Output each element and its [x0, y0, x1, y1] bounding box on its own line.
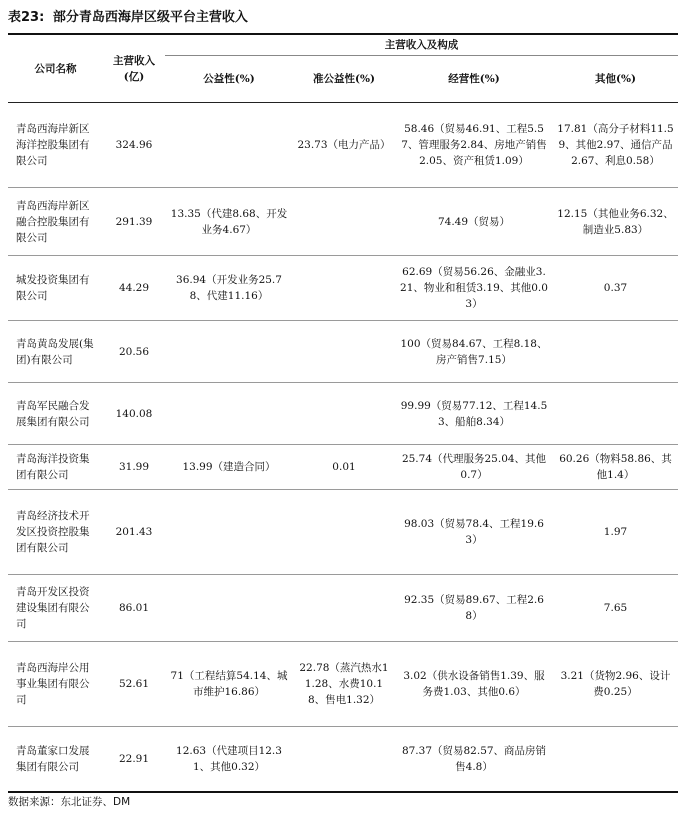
cell-quasi-public: [293, 727, 395, 792]
cell-other: [553, 321, 678, 383]
cell-quasi-public: 23.73（电力产品）: [297, 139, 391, 151]
cell-operating: 3.02（供水设备销售1.39、服务费1.03、其他0.6）: [403, 670, 545, 698]
cell-other: 12.15（其他业务6.32、制造业5.83）: [557, 207, 674, 236]
cell-public-welfare: [165, 103, 293, 188]
table-title: [8, 5, 248, 31]
table-row: [8, 383, 678, 445]
table-row: [8, 103, 678, 188]
cell-public-welfare: [165, 321, 293, 383]
cell-operating: 58.46（贸易46.91、工程5.57、管理服务2.84、房地产销售2.05、资产租赁1.09）: [401, 123, 547, 167]
data-source-note: 数据来源：东北证券、DM: [8, 796, 131, 808]
header-operating: 经营性(%): [395, 56, 553, 103]
table-title-text: 部分青岛西海岸区级平台主营收入: [52, 10, 248, 25]
cell-operating: 25.74（代理服务25.04、其他0.7）: [401, 453, 547, 481]
cell-operating: 74.49（贸易）: [437, 215, 511, 228]
cell-revenue: 22.91: [118, 752, 150, 765]
cell-revenue: 44.29: [118, 282, 150, 294]
table-row: [8, 575, 678, 642]
header-revenue-composition: 主营收入及构成: [165, 34, 678, 56]
table-row: [8, 642, 678, 727]
cell-other: [553, 727, 678, 792]
cell-other: [553, 383, 678, 445]
table-number: 表23:: [8, 10, 45, 25]
cell-quasi-public: [293, 383, 395, 445]
cell-quasi-public: [293, 490, 395, 575]
table-row: [8, 256, 678, 321]
cell-other: 7.65: [603, 602, 628, 614]
cell-other: 0.37: [603, 282, 628, 294]
table-row: [8, 445, 678, 490]
header-other: 其他(%): [553, 56, 678, 103]
table-row: [8, 188, 678, 256]
cell-public-welfare: 13.99（建造合同）: [182, 461, 276, 473]
cell-other: 3.21（货物2.96、设计费0.25）: [560, 670, 671, 698]
cell-company: 青岛开发区投资建设集团有限公司: [16, 586, 90, 630]
header-company: 公司名称: [8, 34, 103, 103]
header-revenue: 主营收入(亿): [103, 34, 165, 103]
header-public-welfare: 公益性(%): [165, 56, 293, 103]
cell-public-welfare: 71（工程结算54.14、城市维护16.86）: [170, 670, 288, 698]
cell-public-welfare: 13.35（代建8.68、开发业务4.67）: [170, 207, 288, 236]
cell-public-welfare: [165, 575, 293, 642]
table-row: [8, 490, 678, 575]
cell-company: 青岛董家口发展集团有限公司: [16, 744, 90, 773]
cell-operating: 100（贸易84.67、工程8.18、房产销售7.15）: [400, 337, 548, 366]
cell-quasi-public: [293, 321, 395, 383]
cell-company: 青岛西海岸新区海洋控股集团有限公司: [16, 123, 90, 167]
cell-quasi-public: 22.78（蒸汽热水11.28、水费10.18、售电1.32）: [299, 662, 389, 706]
cell-revenue: 52.61: [118, 678, 150, 690]
table-row: [8, 727, 678, 792]
cell-public-welfare: [165, 490, 293, 575]
cell-public-welfare: 12.63（代建项目12.31、其他0.32）: [176, 744, 282, 773]
table-row: [8, 321, 678, 383]
cell-public-welfare: 36.94（开发业务25.78、代建11.16）: [176, 274, 282, 302]
cell-revenue: 20.56: [118, 345, 150, 358]
cell-company: 青岛海洋投资集团有限公司: [16, 453, 90, 481]
cell-revenue: 140.08: [115, 407, 153, 420]
cell-operating: 99.99（贸易77.12、工程14.53、船舶8.34）: [400, 399, 548, 428]
cell-operating: 92.35（贸易89.67、工程2.68）: [404, 594, 544, 622]
header-quasi-public: 准公益性(%): [293, 56, 395, 103]
cell-company: 青岛西海岸新区融合控股集团有限公司: [16, 199, 90, 244]
cell-company: 城发投资集团有限公司: [16, 274, 90, 302]
cell-operating: 87.37（贸易82.57、商品房销售4.8）: [401, 744, 547, 773]
cell-revenue: 324.96: [115, 139, 153, 151]
revenue-table: [8, 33, 678, 793]
cell-other: 1.97: [603, 526, 628, 538]
cell-public-welfare: [165, 383, 293, 445]
cell-company: 青岛黄岛发展(集团)有限公司: [16, 337, 94, 366]
cell-company: 青岛经济技术开发区投资控股集团有限公司: [16, 510, 90, 554]
cell-revenue: 31.99: [118, 461, 150, 473]
cell-other: 60.26（物料58.86、其他1.4）: [559, 453, 672, 481]
cell-quasi-public: [293, 188, 395, 256]
cell-revenue: 291.39: [115, 215, 153, 228]
cell-revenue: 201.43: [115, 526, 153, 538]
cell-company: 青岛军民融合发展集团有限公司: [16, 399, 90, 428]
cell-company: 青岛西海岸公用事业集团有限公司: [16, 662, 90, 706]
cell-operating: 62.69（贸易56.26、金融业3.21、物业和租赁3.19、其他0.03）: [400, 266, 548, 310]
cell-quasi-public: [293, 256, 395, 321]
cell-revenue: 86.01: [118, 602, 150, 614]
cell-quasi-public: 0.01: [332, 461, 356, 473]
cell-quasi-public: [293, 575, 395, 642]
cell-operating: 98.03（贸易78.4、工程19.63）: [404, 518, 544, 546]
cell-other: 17.81（高分子材料11.59、其他2.97、通信产品2.67、利息0.58）: [557, 123, 674, 167]
